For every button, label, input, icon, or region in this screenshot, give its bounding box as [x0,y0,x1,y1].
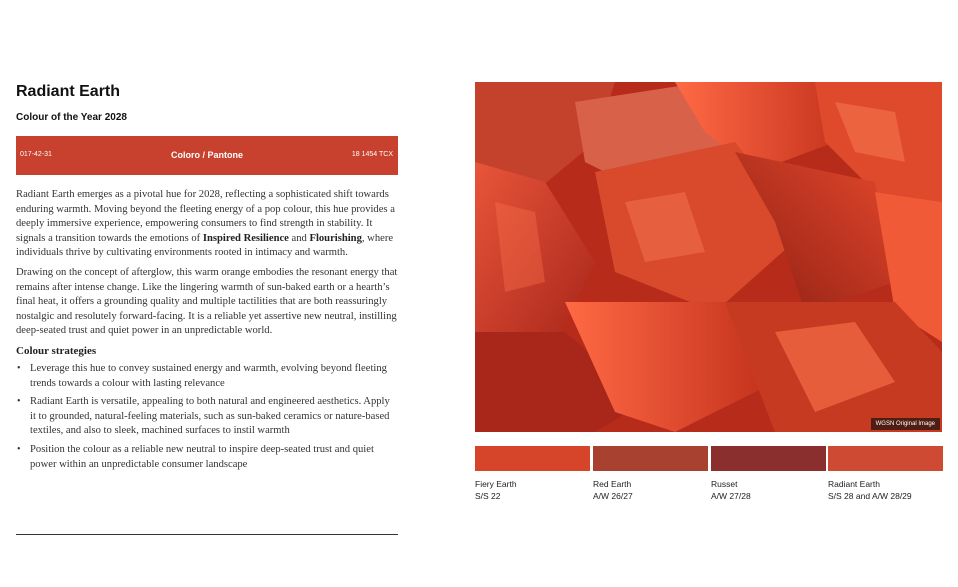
swatch-fiery-earth [475,446,590,502]
afterglow-paragraph: Drawing on the concept of afterglow, this warm orange embodies the resonant energy that remains after intense change. Like the lingering warmth of sun-baked earth or a hearth’s final heat, it offers a grounding quality and multiple tactilities that are both reassuringly nostalgic and resolutely forward-facing. It is a reliable yet assertive new neutral, instilling deep-seated trust and quiet power in an unpredictable world. [16,266,398,337]
swatch-name: Red Earth [593,479,632,489]
swatch-chip [593,446,708,471]
emphasis-inspired-resilience: Inspired Resilience [202,232,289,244]
text-column [16,82,398,476]
list-item [16,443,398,472]
swatch-russet [711,446,826,502]
bullet-icon: • [17,362,21,374]
coloro-code: 017-42-31 [20,151,52,158]
petals-illustration [475,82,942,432]
strategies-list [16,362,398,472]
swatch-chip [828,446,943,471]
colour-code-bar [16,136,398,175]
swatch-season: S/S 22 [475,491,501,501]
swatch-red-earth [593,446,708,502]
pantone-code: 18 1454 TCX [351,151,393,158]
emphasis-flourishing: Flourishing [309,232,362,244]
bullet-icon: • [17,443,21,455]
intro-text-a: Radiant Earth emerges as a pivotal hue for 2028, reflecting a sophisticated shift towards enduring warmth. Moving beyond the fleeting energy of a pop colour, this hue provides a deeply immersive experience, empowering consumers to find strength in stability. It signals a transition towards the emotions of [16,189,395,244]
swatch-chip [711,446,826,471]
intro-paragraph [16,188,398,261]
swatch-season: A/W 27/28 [711,491,751,501]
bullet-icon: • [17,396,21,408]
page-subtitle: Colour of the Year 2028 [16,112,127,123]
swatch-radiant-earth [828,446,943,502]
strategy-text: Position the colour as a reliable new neutral to inspire deep-seated trust and quiet power within an unpredictable consumer landscape [30,443,374,470]
intro-text-c: and [288,232,310,244]
list-item [16,362,398,391]
list-item [16,395,398,439]
code-bar-label: Coloro / Pantone [171,150,243,160]
swatch-name: Russet [711,479,738,489]
hero-image [475,82,942,432]
bottom-divider [16,534,398,535]
strategies-heading: Colour strategies [16,344,97,357]
intro-text-d: , where individuals thrive by cultivating environments rooted in intimacy and warmth. [16,232,394,259]
page-title: Radiant Earth [16,83,121,100]
swatch-season: A/W 26/27 [593,491,633,501]
strategy-text: Radiant Earth is versatile, appealing to both natural and engineered aesthetics. Apply it to grounded, natural-feeling materials, such as sun-baked ceramics or nature-based textiles, and also to sleek, machined surfaces to instil warmth [30,396,390,437]
swatch-chip [475,446,590,471]
strategy-text: Leverage this hue to convey sustained energy and warmth, evolving beyond fleeting trends towards a colour with lasting relevance [30,362,387,389]
swatch-name: Fiery Earth [475,479,517,489]
swatch-season: S/S 28 and A/W 28/29 [828,491,912,501]
swatch-name: Radiant Earth [828,479,880,489]
image-credit: WGSN Original Image [871,418,940,430]
